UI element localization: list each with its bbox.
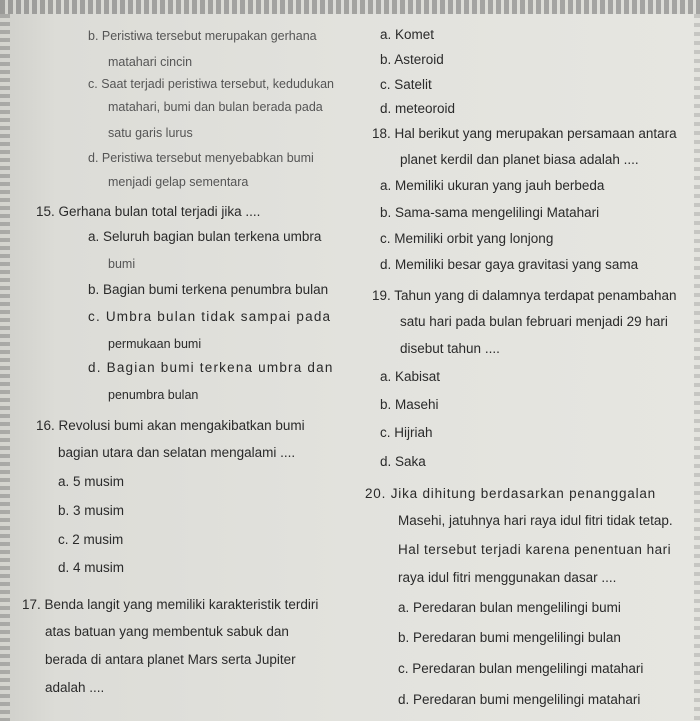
q14-option-d: d. Peristiwa tersebut menyebabkan bumi [88, 151, 314, 165]
q20-stem-cont1: Masehi, jatuhnya hari raya idul fitri tidak tetap. [398, 513, 673, 528]
q14-option-b-cont: matahari cincin [108, 55, 193, 69]
spiral-binding-left [0, 14, 10, 721]
q20-stem-cont3: raya idul fitri menggunakan dasar .... [398, 570, 617, 585]
q19-stem: 19. Tahun yang di dalamnya terdapat penambahan [372, 288, 677, 303]
q17-option-c: c. Satelit [380, 77, 432, 92]
q18-option-d: d. Memiliki besar gaya gravitasi yang sama [380, 257, 639, 272]
q16-option-c: c. 2 musim [58, 532, 124, 547]
q14-option-d-cont: menjadi gelap sementara [108, 175, 249, 189]
q17-option-b: b. Asteroid [380, 52, 444, 67]
q14-option-c-cont2: satu garis lurus [108, 126, 193, 140]
spiral-binding-top [0, 0, 700, 14]
q16-option-d: d. 4 musim [58, 560, 125, 575]
q17-option-a: a. Komet [380, 27, 435, 42]
q16-stem: 16. Revolusi bumi akan mengakibatkan bumi [36, 418, 305, 433]
q20-option-a: a. Peredaran bulan mengelilingi bumi [398, 600, 621, 615]
q19-option-b: b. Masehi [380, 397, 439, 412]
q19-option-c: c. Hijriah [380, 425, 433, 440]
page-edge-right [694, 14, 700, 721]
q20-stem-cont2: Hal tersebut terjadi karena penentuan hari [398, 542, 672, 557]
q16-stem-cont: bagian utara dan selatan mengalami .... [58, 445, 296, 460]
q17-stem-cont1: atas batuan yang membentuk sabuk dan [45, 624, 289, 639]
q20-option-d: d. Peredaran bumi mengelilingi matahari [398, 692, 641, 707]
q15-option-c-cont: permukaan bumi [108, 337, 202, 351]
q15-option-a-cont: bumi [108, 257, 136, 271]
q18-stem: 18. Hal berikut yang merupakan persamaan antara [372, 126, 677, 141]
q20-option-c: c. Peredaran bulan mengelilingi matahari [398, 661, 644, 676]
q14-option-c: c. Saat terjadi peristiwa tersebut, kedudukan [88, 77, 334, 91]
q19-stem-cont2: disebut tahun .... [400, 341, 500, 356]
q18-option-a: a. Memiliki ukuran yang jauh berbeda [380, 178, 605, 193]
q14-option-c-cont1: matahari, bumi dan bulan berada pada [108, 100, 323, 114]
q17-stem: 17. Benda langit yang memiliki karakteristik terdiri [22, 597, 319, 612]
q17-stem-cont2: berada di antara planet Mars serta Jupiter [45, 652, 296, 667]
q15-stem: 15. Gerhana bulan total terjadi jika .... [36, 204, 261, 219]
q15-option-b: b. Bagian bumi terkena penumbra bulan [88, 282, 329, 297]
q15-option-d: d. Bagian bumi terkena umbra dan [88, 360, 334, 375]
q17-stem-cont3: adalah .... [45, 680, 105, 695]
q19-option-a: a. Kabisat [380, 369, 441, 384]
q15-option-a: a. Seluruh bagian bulan terkena umbra [88, 229, 322, 244]
q16-option-b: b. 3 musim [58, 503, 125, 518]
q20-option-b: b. Peredaran bumi mengelilingi bulan [398, 630, 621, 645]
q15-option-d-cont: penumbra bulan [108, 388, 199, 402]
q20-stem: 20. Jika dihitung berdasarkan penanggalan [365, 486, 656, 501]
q18-stem-cont: planet kerdil dan planet biasa adalah .... [400, 152, 639, 167]
q19-stem-cont1: satu hari pada bulan februari menjadi 29 hari [400, 314, 668, 329]
q19-option-d: d. Saka [380, 454, 426, 469]
q14-option-b: b. Peristiwa tersebut merupakan gerhana [88, 29, 317, 43]
q18-option-c: c. Memiliki orbit yang lonjong [380, 231, 554, 246]
q16-option-a: a. 5 musim [58, 474, 125, 489]
q15-option-c: c. Umbra bulan tidak sampai pada [88, 309, 332, 324]
q17-option-d: d. meteoroid [380, 101, 456, 116]
q18-option-b: b. Sama-sama mengelilingi Matahari [380, 205, 600, 220]
